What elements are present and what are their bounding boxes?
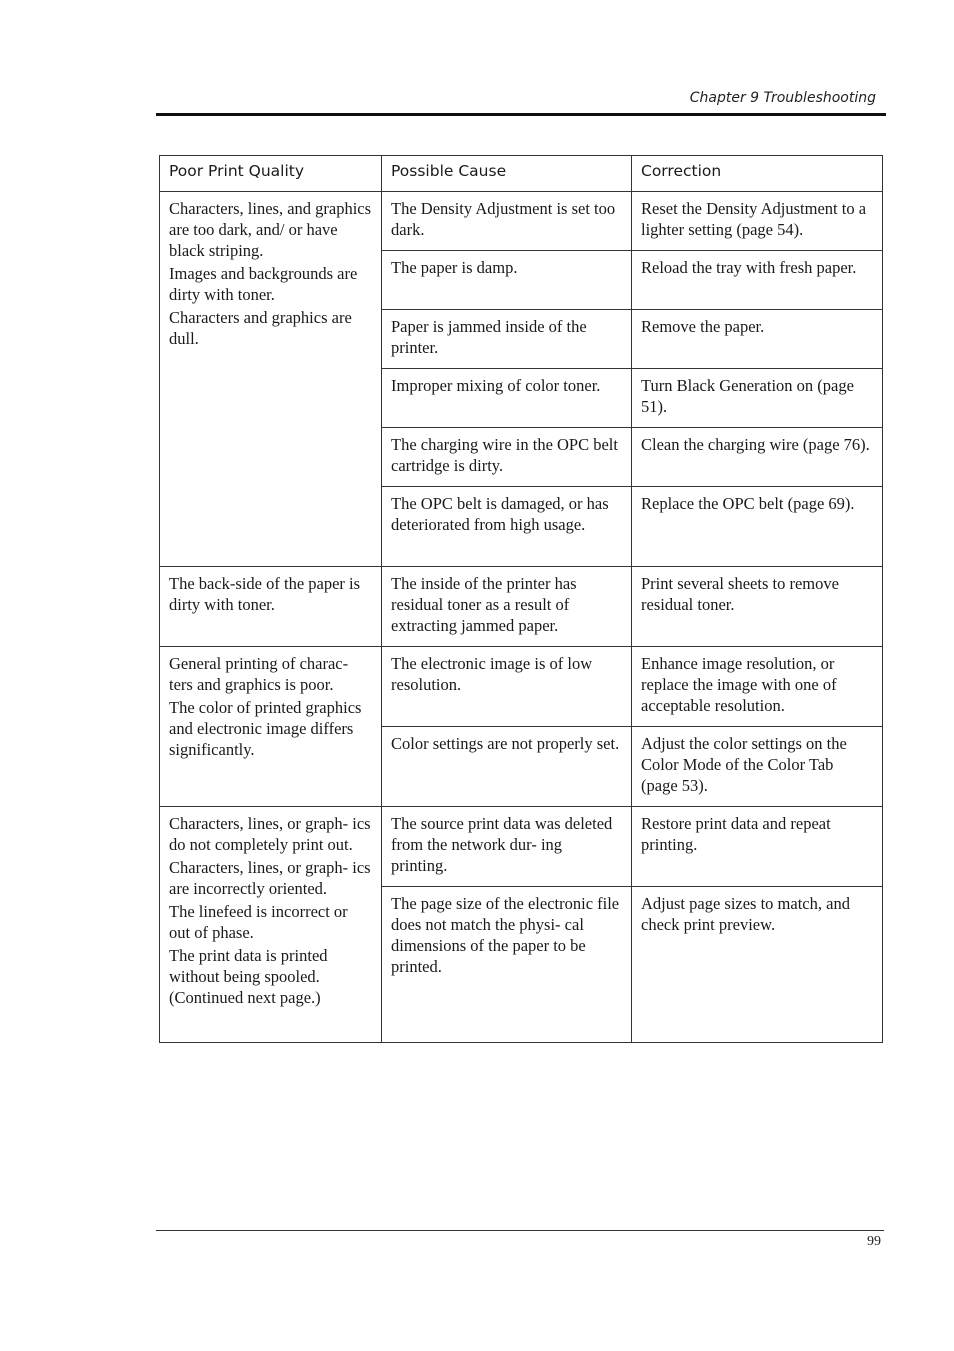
cause-cell: The inside of the printer has residual toner as a result of extracting jammed paper. <box>382 567 632 647</box>
correction-cell: Turn Black Generation on (page 51). <box>632 369 883 428</box>
cause-cell: The source print data was deleted from the network dur- ing printing. <box>382 807 632 887</box>
problem-text: Characters, lines, and graphics are too dark, and/ or have black striping. <box>169 199 372 260</box>
problem-cell <box>160 807 382 1043</box>
problem-cell <box>160 647 382 807</box>
problem-cell <box>160 567 382 647</box>
problem-text: Characters, lines, or graph- ics are incorrectly oriented. <box>169 858 371 898</box>
header-rule <box>156 113 886 116</box>
cause-cell: The page size of the electronic file does not match the physi- cal dimensions of the paper to be printed. <box>382 887 632 1043</box>
table-row <box>160 567 883 647</box>
problem-text: The print data is printed without being spooled. (Continued next page.) <box>169 946 328 1007</box>
problem-text: Characters and graphics are dull. <box>169 308 352 348</box>
correction-cell: Adjust page sizes to match, and check print preview. <box>632 887 883 1043</box>
cause-cell: The charging wire in the OPC belt cartridge is dirty. <box>382 428 632 487</box>
problem-text: The color of printed graphics and electronic image differs significantly. <box>169 698 362 759</box>
problem-text: The back-side of the paper is dirty with toner. <box>169 574 361 614</box>
column-header-problem: Poor Print Quality <box>160 156 382 192</box>
correction-cell: Adjust the color settings on the Color Mode of the Color Tab (page 53). <box>632 727 883 807</box>
cause-cell: Color settings are not properly set. <box>382 727 632 807</box>
cause-cell: The Density Adjustment is set too dark. <box>382 192 632 251</box>
correction-cell: Print several sheets to remove residual toner. <box>632 567 883 647</box>
column-header-correction: Correction <box>632 156 883 192</box>
troubleshooting-table <box>159 155 883 1043</box>
column-header-cause: Possible Cause <box>382 156 632 192</box>
correction-cell: Reload the tray with fresh paper. <box>632 251 883 310</box>
problem-text: The linefeed is incorrect or out of phase. <box>169 902 348 942</box>
problem-text: Characters, lines, or graph- ics do not completely print out. <box>169 814 371 854</box>
table-row <box>160 647 883 727</box>
problem-cell <box>160 192 382 567</box>
problem-text: General printing of charac- ters and graphics is poor. <box>169 654 349 694</box>
cause-cell: The electronic image is of low resolution. <box>382 647 632 727</box>
cause-cell: The OPC belt is damaged, or has deteriorated from high usage. <box>382 487 632 567</box>
cause-cell: Paper is jammed inside of the printer. <box>382 310 632 369</box>
correction-cell: Enhance image resolution, or replace the image with one of acceptable resolution. <box>632 647 883 727</box>
cause-cell: Improper mixing of color toner. <box>382 369 632 428</box>
correction-cell: Clean the charging wire (page 76). <box>632 428 883 487</box>
correction-cell: Reset the Density Adjustment to a lighter setting (page 54). <box>632 192 883 251</box>
table-row <box>160 192 883 251</box>
correction-cell: Remove the paper. <box>632 310 883 369</box>
correction-cell: Replace the OPC belt (page 69). <box>632 487 883 567</box>
table-row <box>160 807 883 887</box>
cause-cell: The paper is damp. <box>382 251 632 310</box>
table-header-row <box>160 156 883 192</box>
footer-rule <box>156 1230 884 1231</box>
correction-cell: Restore print data and repeat printing. <box>632 807 883 887</box>
page-number: 99 <box>867 1234 881 1249</box>
problem-text: Images and backgrounds are dirty with toner. <box>169 264 358 304</box>
chapter-header: Chapter 9 Troubleshooting <box>689 90 876 106</box>
